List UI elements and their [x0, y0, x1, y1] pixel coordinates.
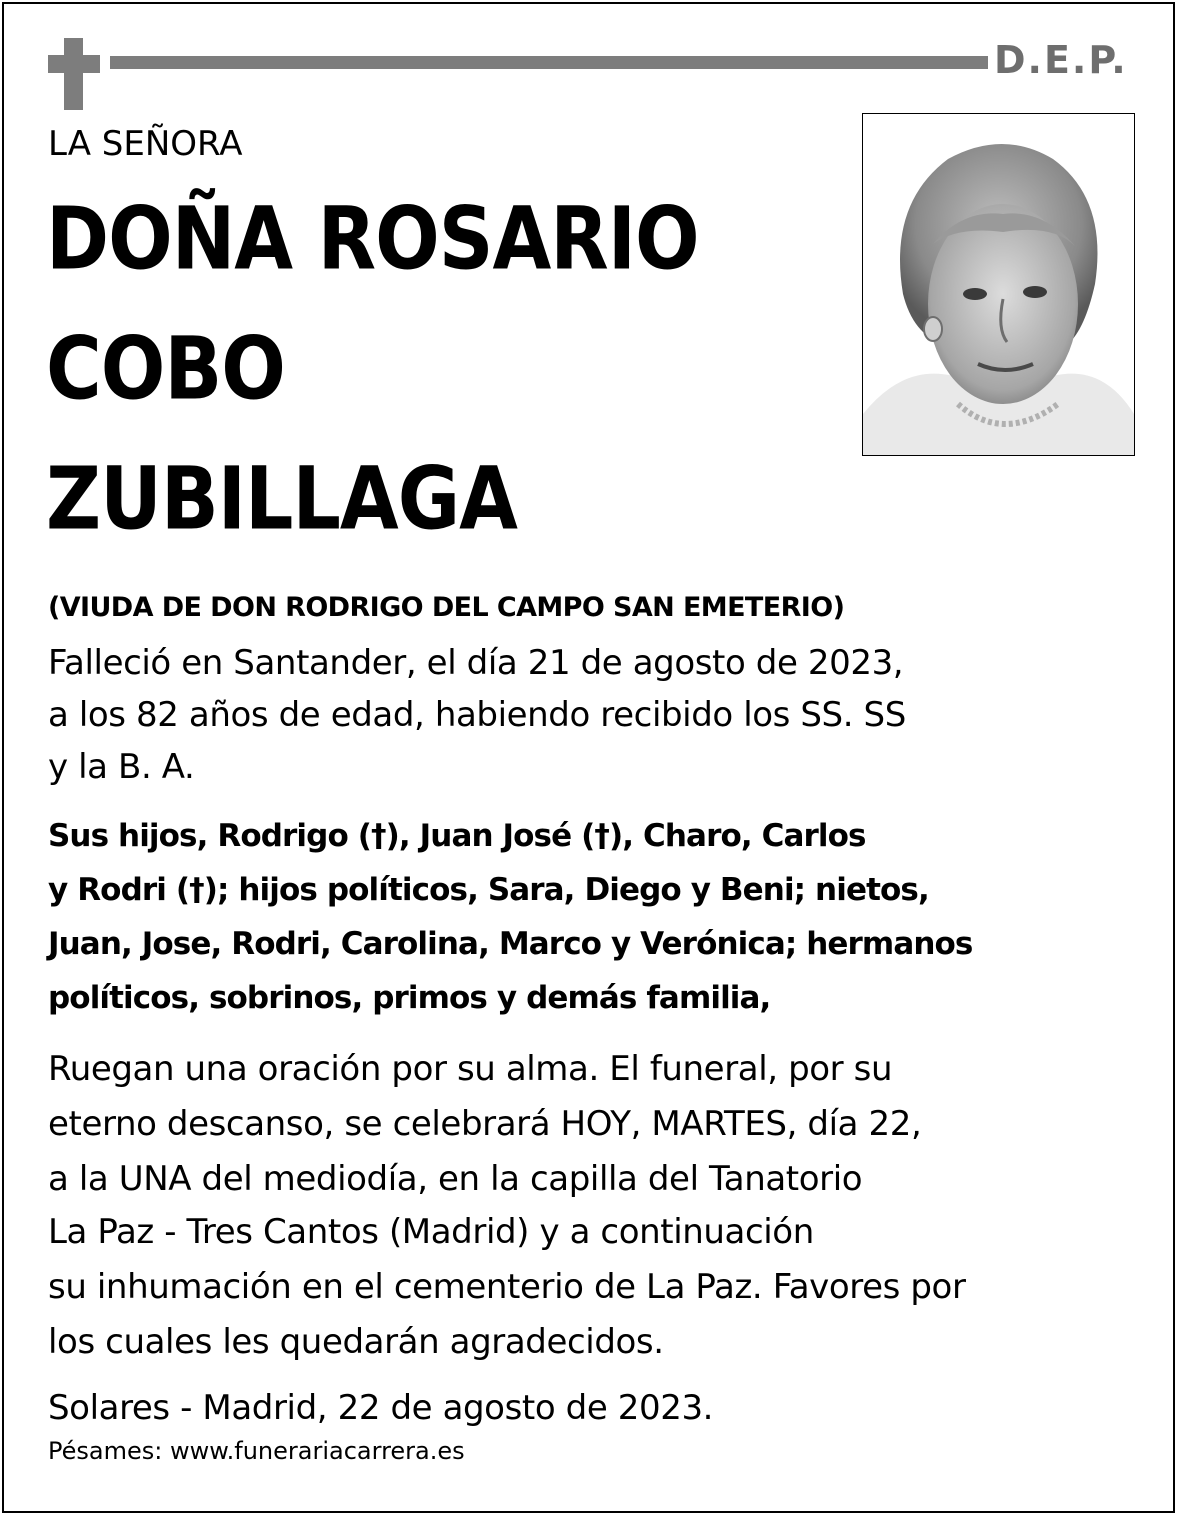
family-line: políticos, sobrinos, primos y demás familia, — [48, 980, 771, 1016]
place-date-line: Solares - Madrid, 22 de agosto de 2023. — [48, 1388, 714, 1428]
funeral-line: La Paz - Tres Cantos (Madrid) y a continuación — [48, 1212, 814, 1252]
family-line: y Rodri (†); hijos políticos, Sara, Diego y Beni; nietos, — [48, 872, 929, 908]
funeral-line: su inhumación en el cementerio de La Paz. Favores por — [48, 1267, 966, 1307]
dep-label: D.E.P. — [994, 38, 1128, 82]
deceased-portrait — [862, 113, 1135, 456]
condolences-link: Pésames: www.funerariacarrera.es — [48, 1437, 465, 1465]
death-notice-line: a los 82 años de edad, habiendo recibido los SS. SS — [48, 695, 906, 735]
deceased-name-line: ZUBILLAGA — [46, 447, 517, 550]
death-notice-line: y la B. A. — [48, 747, 195, 787]
cross-icon — [48, 38, 100, 110]
death-notice-line: Falleció en Santander, el día 21 de agosto de 2023, — [48, 643, 904, 683]
header-rule — [110, 56, 988, 69]
funeral-line: eterno descanso, se celebrará HOY, MARTES, día 22, — [48, 1104, 922, 1144]
deceased-name-line: COBO — [46, 317, 285, 420]
funeral-line: a la UNA del mediodía, en la capilla del Tanatorio — [48, 1159, 863, 1199]
family-line: Juan, Jose, Rodri, Carolina, Marco y Verónica; hermanos — [48, 926, 973, 962]
widow-of-line: (VIUDA DE DON RODRIGO DEL CAMPO SAN EMETERIO) — [48, 592, 845, 623]
honorific: LA SEÑORA — [48, 124, 243, 164]
family-line: Sus hijos, Rodrigo (†), Juan José (†), Charo, Carlos — [48, 818, 866, 854]
funeral-line: Ruegan una oración por su alma. El funeral, por su — [48, 1049, 893, 1089]
funeral-line: los cuales les quedarán agradecidos. — [48, 1322, 664, 1362]
deceased-name-line: DOÑA ROSARIO — [46, 187, 699, 290]
